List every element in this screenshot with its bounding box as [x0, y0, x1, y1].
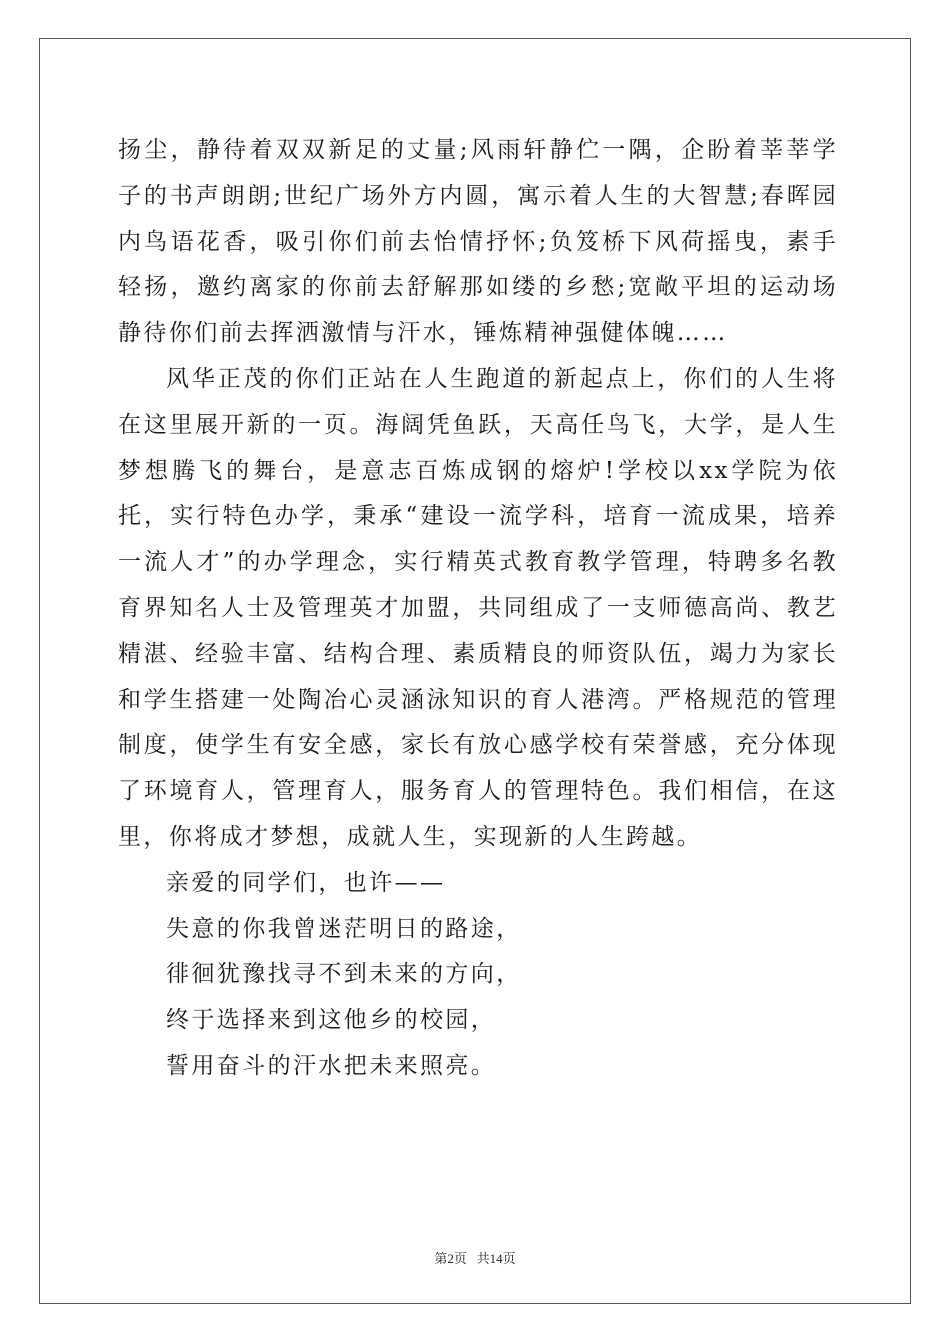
page-total: 共14页 [476, 1251, 516, 1266]
document-body [118, 128, 838, 1090]
verse-line: 亲爱的同学们，也许—— [166, 869, 446, 896]
verse-line: 誓用奋斗的汗水把未来照亮。 [166, 1052, 497, 1079]
paragraph-campus-scenery: 扬尘，静待着双双新足的丈量;风雨轩静伫一隅，企盼着莘莘学子的书声朗朗;世纪广场外方内圆，寓示着人生的大智慧;春晖园内鸟语花香，吸引你们前去怡情抒怀;负笈桥下风荷摇曳，素手轻扬，邀约离家的你前去舒解那如缕的乡愁;宽敞平坦的运动场静待你们前去挥洒激情与汗水，锤炼精神强健体魄…… [118, 137, 838, 347]
verse-line: 终于选择来到这他乡的校园， [166, 1007, 497, 1034]
page-number: 第2页 [434, 1251, 467, 1266]
verse-line: 失意的你我曾迷茫明日的路途， [166, 915, 522, 942]
paragraph-school-introduction: 风华正茂的你们正站在人生跑道的新起点上，你们的人生将在这里展开新的一页。海阔凭鱼跃，天高任鸟飞，大学，是人生梦想腾飞的舞台，是意志百炼成钢的熔炉!学校以xx学院为依托，实行特色办学，秉承“建设一流学科，培育一流成果，培养一流人才”的办学理念，实行精英式教育教学管理，特聘多名教育界知名人士及管理英才加盟，共同组成了一支师德高尚、教艺精湛、经验丰富、结构合理、素质精良的师资队伍，竭力为家长和学生搭建一处陶冶心灵涵泳知识的育人港湾。严格规范的管理制度，使学生有安全感，家长有放心感学校有荣誉感，充分体现了环境育人，管理育人，服务育人的管理特色。我们相信，在这里，你将成才梦想，成就人生，实现新的人生跨越。 [118, 365, 838, 850]
page-footer [0, 1248, 950, 1267]
verse-line: 徘徊犹豫找寻不到未来的方向， [166, 961, 522, 988]
